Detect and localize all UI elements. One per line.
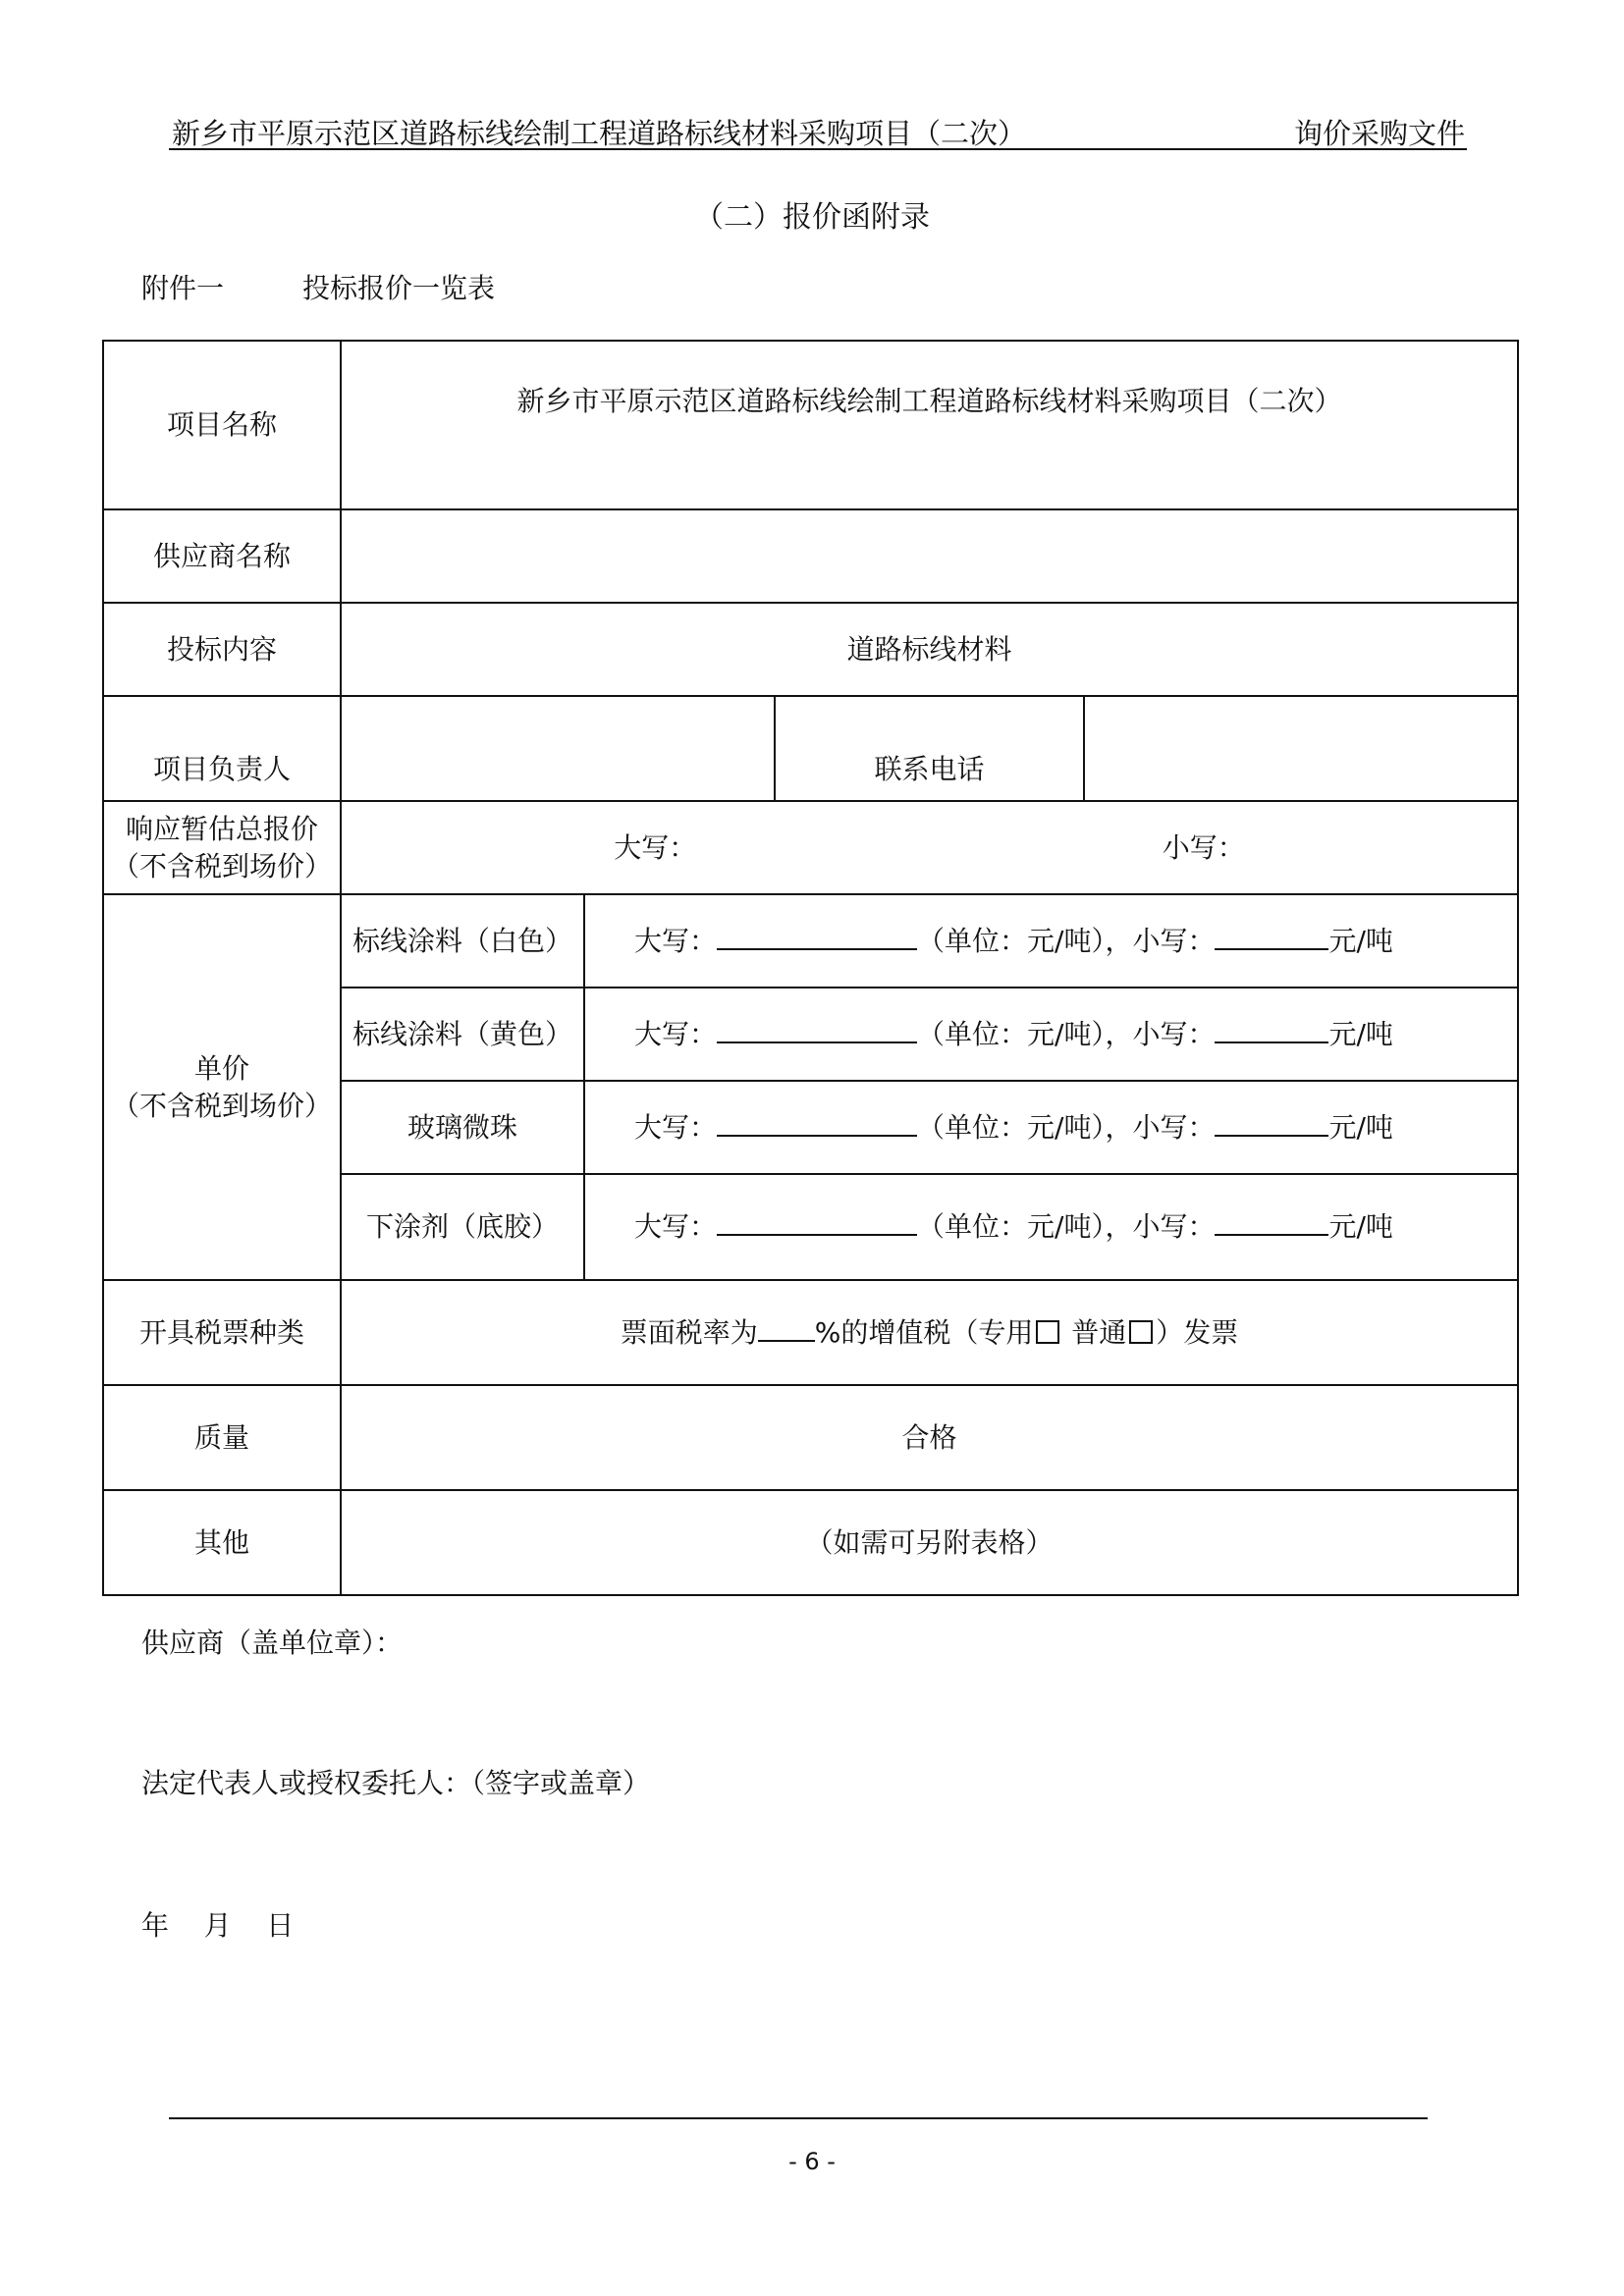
table-row bbox=[103, 603, 1518, 696]
header-divider bbox=[169, 148, 1467, 150]
lower-blank[interactable] bbox=[1215, 1208, 1328, 1236]
content-label: 投标内容 bbox=[103, 603, 341, 696]
phone-label: 联系电话 bbox=[775, 696, 1084, 801]
tax-rate-blank[interactable] bbox=[758, 1314, 815, 1342]
invoice-prefix: 票面税率为 bbox=[620, 1315, 758, 1349]
invoice-normal-label: 普通 bbox=[1062, 1315, 1127, 1349]
lower-blank[interactable] bbox=[1215, 1016, 1328, 1043]
quotation-table bbox=[102, 340, 1519, 1596]
unit-item-name: 玻璃微珠 bbox=[341, 1081, 584, 1174]
table-row bbox=[103, 1280, 1518, 1385]
special-invoice-checkbox[interactable] bbox=[1036, 1320, 1059, 1344]
upper-blank[interactable] bbox=[717, 1016, 917, 1043]
unit-end-label: 元/吨 bbox=[1328, 924, 1393, 957]
unit-end-label: 元/吨 bbox=[1328, 1017, 1393, 1050]
total-upper-label: 大写： bbox=[614, 830, 697, 864]
unit-item-name: 标线涂料（黄色） bbox=[341, 988, 584, 1081]
other-value: （如需可另附表格） bbox=[341, 1490, 1518, 1595]
invoice-value bbox=[341, 1280, 1518, 1385]
unit-mid-label: （单位：元/吨），小写： bbox=[917, 924, 1216, 957]
unit-price-entry[interactable] bbox=[584, 894, 1518, 988]
project-name-value: 新乡市平原示范区道路标线绘制工程道路标线材料采购项目（二次） bbox=[341, 341, 1518, 509]
table-row bbox=[103, 1385, 1518, 1490]
unit-end-label: 元/吨 bbox=[1328, 1110, 1393, 1144]
table-row bbox=[103, 341, 1518, 509]
unit-mid-label: （单位：元/吨），小写： bbox=[917, 1210, 1216, 1244]
invoice-label: 开具税票种类 bbox=[103, 1280, 341, 1385]
total-lower-label: 小写： bbox=[1162, 830, 1245, 864]
other-label: 其他 bbox=[103, 1490, 341, 1595]
representative-signature-line: 法定代表人或授权委托人：（签字或盖章） bbox=[141, 1767, 651, 1799]
total-price-label-line2: （不含税到场价） bbox=[111, 849, 332, 882]
unit-item-name: 标线涂料（白色） bbox=[341, 894, 584, 988]
attachment-title: 投标报价一览表 bbox=[302, 272, 496, 304]
table-row bbox=[103, 509, 1518, 603]
lower-blank[interactable] bbox=[1215, 1109, 1328, 1137]
unit-upper-label: 大写： bbox=[634, 1110, 718, 1144]
quality-label: 质量 bbox=[103, 1385, 341, 1490]
unit-price-label bbox=[103, 894, 341, 1280]
unit-upper-label: 大写： bbox=[634, 1017, 718, 1050]
unit-price-entry[interactable] bbox=[584, 1174, 1518, 1280]
total-price-label-line1: 响应暂估总报价 bbox=[125, 812, 318, 845]
content-value: 道路标线材料 bbox=[341, 603, 1518, 696]
lower-blank[interactable] bbox=[1215, 923, 1328, 950]
unit-upper-label: 大写： bbox=[634, 924, 718, 957]
invoice-suffix: ）发票 bbox=[1156, 1315, 1239, 1349]
attachment-number: 附件一 bbox=[141, 272, 225, 304]
total-price-value[interactable] bbox=[341, 801, 1518, 894]
phone-value-field[interactable] bbox=[1084, 696, 1518, 801]
unit-upper-label: 大写： bbox=[634, 1210, 718, 1244]
supplier-seal-line: 供应商（盖单位章）： bbox=[141, 1627, 404, 1659]
unit-mid-label: （单位：元/吨），小写： bbox=[917, 1110, 1216, 1144]
unit-item-name: 下涂剂（底胶） bbox=[341, 1174, 584, 1280]
page-number: - 6 - bbox=[788, 2148, 836, 2175]
total-price-label bbox=[103, 801, 341, 894]
unit-mid-label: （单位：元/吨），小写： bbox=[917, 1017, 1216, 1050]
upper-blank[interactable] bbox=[717, 1109, 917, 1137]
header-project-title: 新乡市平原示范区道路标线绘制工程道路标线材料采购项目（二次） bbox=[172, 117, 1027, 150]
normal-invoice-checkbox[interactable] bbox=[1129, 1320, 1153, 1344]
unit-price-entry[interactable] bbox=[584, 988, 1518, 1081]
unit-price-entry[interactable] bbox=[584, 1081, 1518, 1174]
table-row bbox=[103, 801, 1518, 894]
table-row bbox=[103, 1490, 1518, 1595]
table-row bbox=[103, 894, 1518, 988]
table-row bbox=[103, 696, 1518, 801]
date-line: 年 月 日 bbox=[141, 1909, 295, 1942]
project-name-label: 项目名称 bbox=[103, 341, 341, 509]
header-document-type: 询价采购文件 bbox=[1294, 117, 1466, 150]
manager-label: 项目负责人 bbox=[103, 696, 341, 801]
upper-blank[interactable] bbox=[717, 923, 917, 950]
unit-end-label: 元/吨 bbox=[1328, 1210, 1393, 1244]
unit-price-label-line1: 单价 bbox=[193, 1051, 249, 1085]
manager-value-field[interactable] bbox=[341, 696, 775, 801]
upper-blank[interactable] bbox=[717, 1208, 917, 1236]
footer-divider bbox=[169, 2117, 1428, 2119]
invoice-special-label: %的增值税（专用 bbox=[814, 1315, 1034, 1349]
supplier-label: 供应商名称 bbox=[103, 509, 341, 603]
supplier-value-field[interactable] bbox=[341, 509, 1518, 603]
unit-price-label-line2: （不含税到场价） bbox=[111, 1089, 332, 1122]
quality-value: 合格 bbox=[341, 1385, 1518, 1490]
section-title: （二）报价函附录 bbox=[694, 200, 930, 235]
